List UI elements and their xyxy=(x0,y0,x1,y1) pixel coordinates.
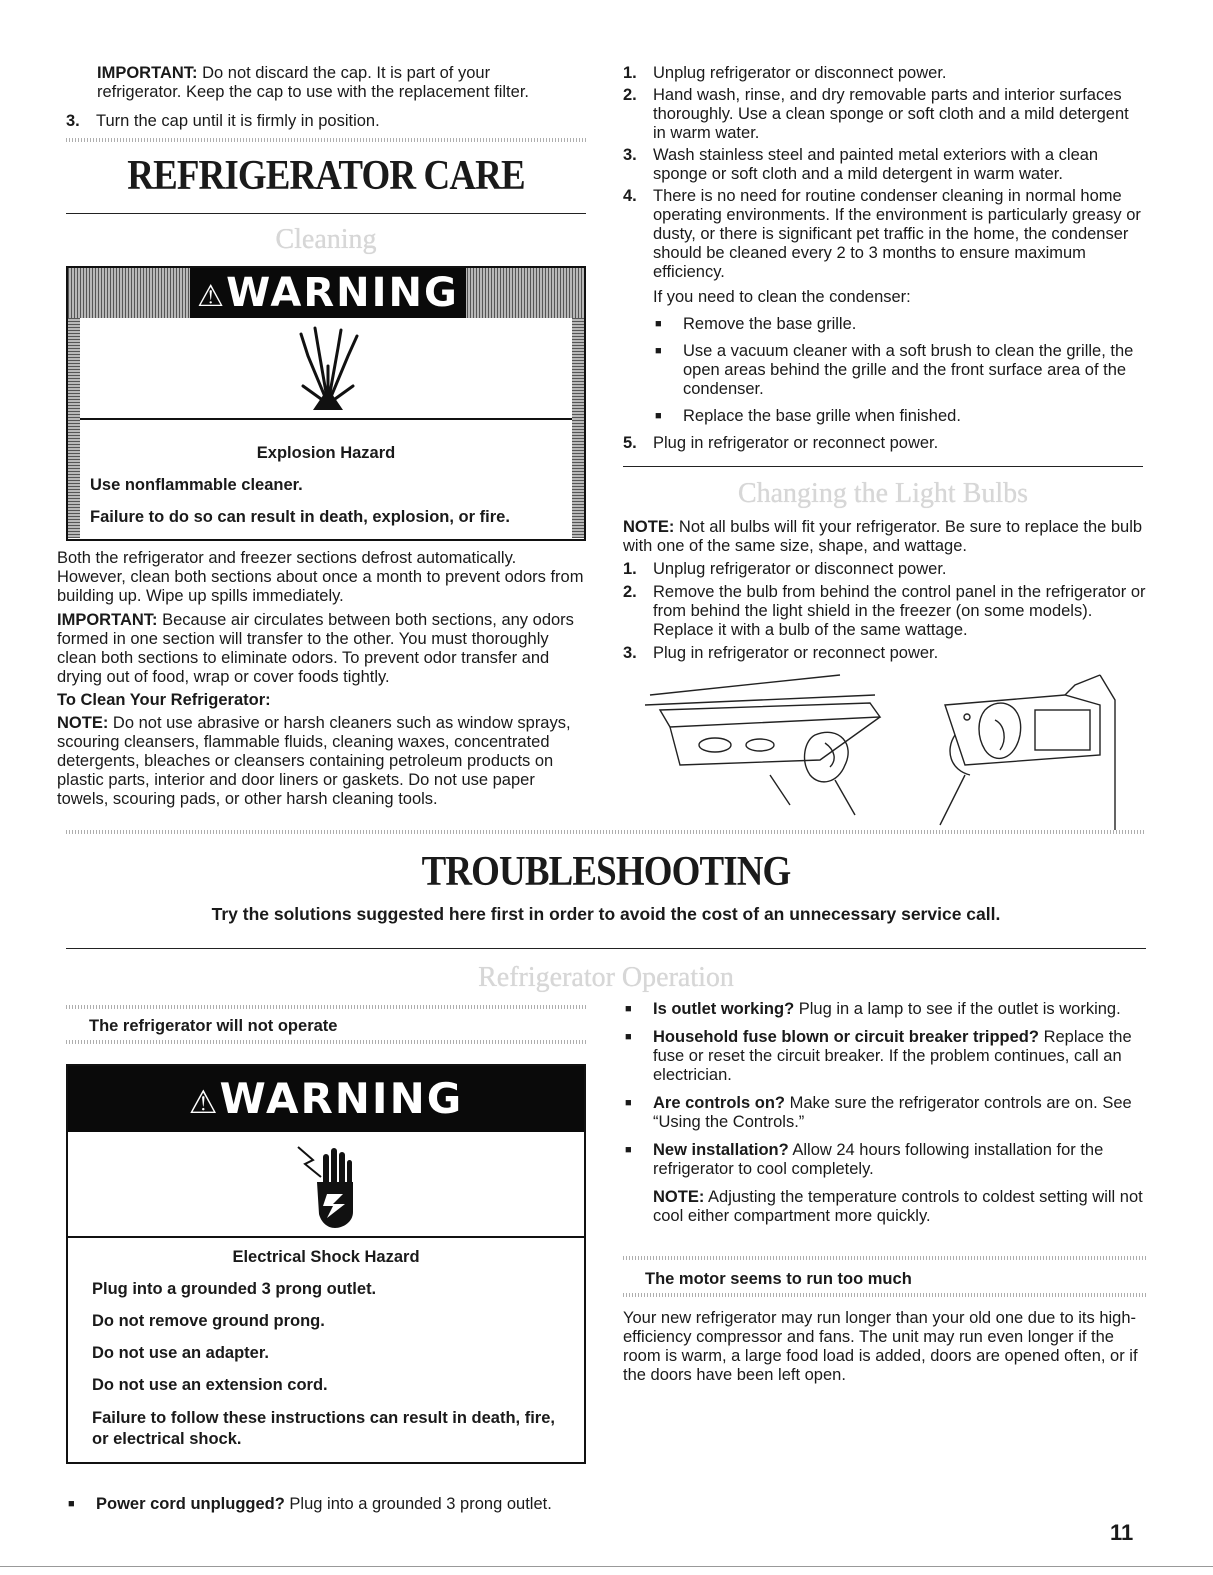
warning-side-left xyxy=(68,318,80,538)
step-text: Wash stainless steel and painted metal exteriors with a clean sponge or soft cloth and a mild detergent in warm water. xyxy=(653,146,1099,183)
cleaning-step-3 xyxy=(623,146,1143,184)
bullet-item: ■ Use a vacuum cleaner with a soft brush to clean the grille, the open areas behind the grille and the front surface area of the condenser. xyxy=(653,342,1143,399)
check-label: Household fuse blown or circuit breaker tripped? xyxy=(653,1028,1039,1046)
check-text: Plug into a grounded 3 prong outlet. xyxy=(284,1495,552,1513)
warning-header-bar xyxy=(190,268,466,318)
step-number: 5. xyxy=(623,434,637,452)
step-text: Unplug refrigerator or disconnect power. xyxy=(653,64,947,82)
important-text: Because air circulates between both sections, any odors formed in one section will transfer to the other. You must thoroughly clean both sections to eliminate odors. To prevent odor transfer and drying out of food, wrap or cover foods tightly. xyxy=(57,611,574,686)
bulb-steps xyxy=(623,518,1148,663)
cleaning-steps xyxy=(623,64,1143,453)
step-text: Unplug refrigerator or disconnect power. xyxy=(653,560,947,578)
hazard-title: Explosion Hazard xyxy=(256,444,396,462)
stipple-divider xyxy=(66,830,1146,834)
hazard-line-2: Do not remove ground prong. xyxy=(92,1312,325,1330)
stipple-divider xyxy=(623,1256,1146,1260)
explosion-warning-box xyxy=(66,266,586,541)
check-item xyxy=(623,1000,1143,1019)
note-label: NOTE: xyxy=(57,714,109,732)
temperature-note xyxy=(623,1188,1143,1226)
page-number: 11 xyxy=(1110,1520,1134,1545)
warning-triangle-icon: ⚠ xyxy=(188,1083,220,1121)
check-text: Replace the fuse or reset the circuit breaker. If the problem continues, call an electrician. xyxy=(653,1028,1132,1084)
motor-heading: The motor seems to run too much xyxy=(645,1270,912,1288)
power-cord-check xyxy=(66,1495,626,1514)
page-bottom-edge xyxy=(0,1566,1213,1567)
defrost-paragraph: Both the refrigerator and freezer sections defrost automatically. However, clean both sections about once a month to prevent odors from building up. Wipe up spills immediately. xyxy=(57,549,584,605)
cleaning-step-1 xyxy=(623,64,1143,83)
stipple-divider xyxy=(623,1293,1146,1297)
subsection-title-light-bulbs: Changing the Light Bulbs xyxy=(737,478,1029,509)
cleaning-step-2 xyxy=(623,86,1143,143)
step-number: 1. xyxy=(623,64,637,82)
clean-heading: To Clean Your Refrigerator: xyxy=(57,691,271,709)
check-label: New installation? xyxy=(653,1141,789,1159)
hazard-line-3: Do not use an adapter. xyxy=(92,1344,269,1362)
step-text: Plug in refrigerator or reconnect power. xyxy=(653,644,939,662)
warning-inner-rule xyxy=(80,418,572,420)
check-label: Is outlet working? xyxy=(653,1000,795,1018)
note-text: Not all bulbs will fit your refrigerator. Be sure to replace the bulb with one of the same size, shape, and wattage. xyxy=(623,518,1143,555)
step-number: 1. xyxy=(623,560,637,578)
electrical-shock-warning-box xyxy=(66,1064,586,1464)
step-number: 3. xyxy=(623,644,637,662)
divider-rule xyxy=(66,948,1146,949)
bulb-note xyxy=(623,518,1148,556)
step-number: 2. xyxy=(623,583,637,601)
check-item xyxy=(623,1141,1143,1179)
check-label: Power cord unplugged? xyxy=(96,1495,285,1513)
stipple-divider xyxy=(66,1040,586,1044)
subsection-title-cleaning: Cleaning xyxy=(275,224,377,255)
note-text: Adjusting the temperature controls to coldest setting will not cool either compartment more quickly. xyxy=(653,1188,1143,1225)
check-item xyxy=(623,1094,1143,1132)
cleaning-step-5 xyxy=(623,434,1143,453)
note-text: Do not use abrasive or harsh cleaners such as window sprays, scouring cleansers, flammable fluids, cleaning waxes, concentrated detergents, bleaches or cleansers containing petroleum products on plastic parts, interior and door liners or gaskets. Do not use paper towels, scouring pads, or other harsh cleaning tools. xyxy=(57,714,571,808)
stipple-divider xyxy=(66,138,586,142)
warning-side-right xyxy=(572,318,584,538)
explosion-icon xyxy=(293,326,363,410)
hazard-line-2: Failure to do so can result in death, explosion, or fire. xyxy=(90,508,510,526)
bulb-step-1 xyxy=(623,560,1148,579)
step-text: Turn the cap until it is firmly in position. xyxy=(96,112,380,130)
hazard-title: Electrical Shock Hazard xyxy=(232,1248,420,1266)
electrical-shock-hand-icon xyxy=(293,1142,363,1232)
warning-inner-rule xyxy=(68,1236,584,1238)
bulb-step-3 xyxy=(623,644,1148,663)
note-label: NOTE: xyxy=(653,1188,705,1206)
hazard-line-4: Do not use an extension cord. xyxy=(92,1376,328,1394)
warning-header-bar xyxy=(68,1066,584,1132)
bulb-step-2 xyxy=(623,583,1148,640)
freezer-light-shield-illustration xyxy=(925,665,1125,835)
section-title-troubleshooting: TROUBLESHOOTING xyxy=(421,849,791,895)
important-cap-note xyxy=(97,64,577,102)
condenser-bullets xyxy=(623,315,1143,426)
step-number: 3. xyxy=(66,112,80,130)
divider-rule xyxy=(623,466,1143,467)
important-label: IMPORTANT: xyxy=(97,64,198,82)
step-number: 3. xyxy=(623,146,637,164)
step-text: Remove the bulb from behind the control panel in the refrigerator or from behind the light shield in the freezer (on some models). Replace it with a bulb of the same wattage. xyxy=(653,583,1146,639)
section-title-refrigerator-care: REFRIGERATOR CARE xyxy=(127,153,525,199)
check-text: Plug in a lamp to see if the outlet is working. xyxy=(794,1000,1121,1018)
check-item xyxy=(623,1028,1143,1085)
troubleshooting-tagline: Try the solutions suggested here first in order to avoid the cost of an unnecessary service call. xyxy=(211,904,1001,924)
check-text: Make sure the refrigerator controls are on. See “Using the Controls.” xyxy=(653,1094,1132,1131)
step-text: Hand wash, rinse, and dry removable parts and interior surfaces thoroughly. Use a clean sponge or soft cloth and a mild detergent in warm water. xyxy=(653,86,1129,142)
step-3-cap xyxy=(66,112,616,131)
check-text: Allow 24 hours following installation for the refrigerator to cool completely. xyxy=(653,1141,1104,1178)
important-odor-paragraph xyxy=(57,611,587,687)
condenser-intro: If you need to clean the condenser: xyxy=(653,288,911,306)
subsection-title-refrigerator-operation: Refrigerator Operation xyxy=(478,962,734,993)
stipple-divider xyxy=(66,1005,586,1009)
warning-triangle-icon: ⚠ xyxy=(197,279,227,314)
cleaner-note xyxy=(57,714,587,809)
operation-checks xyxy=(623,1000,1143,1226)
important-label: IMPORTANT: xyxy=(57,611,158,629)
hazard-line-1: Plug into a grounded 3 prong outlet. xyxy=(92,1280,377,1298)
bullet-item: ■ Replace the base grille when finished. xyxy=(653,407,1143,426)
important-text: Do not discard the cap. It is part of your refrigerator. Keep the cap to use with the replacement filter. xyxy=(97,64,529,101)
check-label: Are controls on? xyxy=(653,1094,786,1112)
motor-paragraph: Your new refrigerator may run longer than your old one due to its high-efficiency compressor and fans. The unit may run even longer if the room is warm, a large food load is added, doors are opened often, or if the doors have been left open. xyxy=(623,1309,1138,1384)
warning-header-text: WARNING xyxy=(219,1074,464,1123)
control-panel-bulb-illustration xyxy=(640,665,890,835)
bullet-item: ■ Remove the base grille. xyxy=(653,315,1143,334)
step-number: 4. xyxy=(623,187,637,205)
hazard-line-1: Use nonflammable cleaner. xyxy=(90,476,303,494)
divider-rule xyxy=(66,213,586,214)
not-operate-heading: The refrigerator will not operate xyxy=(89,1017,338,1035)
cleaning-step-4 xyxy=(623,187,1143,282)
warning-header-text: WARNING xyxy=(226,270,459,316)
step-number: 2. xyxy=(623,86,637,104)
note-label: NOTE: xyxy=(623,518,675,536)
step-text: Plug in refrigerator or reconnect power. xyxy=(653,434,939,452)
step-text: There is no need for routine condenser cleaning in normal home operating environments. If the environment is particularly greasy or dusty, or there is significant pet traffic in the home, the condenser should be cleaned every 2 to 3 months to ensure maximum efficiency. xyxy=(653,187,1141,281)
hazard-line-5: Failure to follow these instructions can result in death, fire, or electrical shock. xyxy=(92,1409,555,1448)
